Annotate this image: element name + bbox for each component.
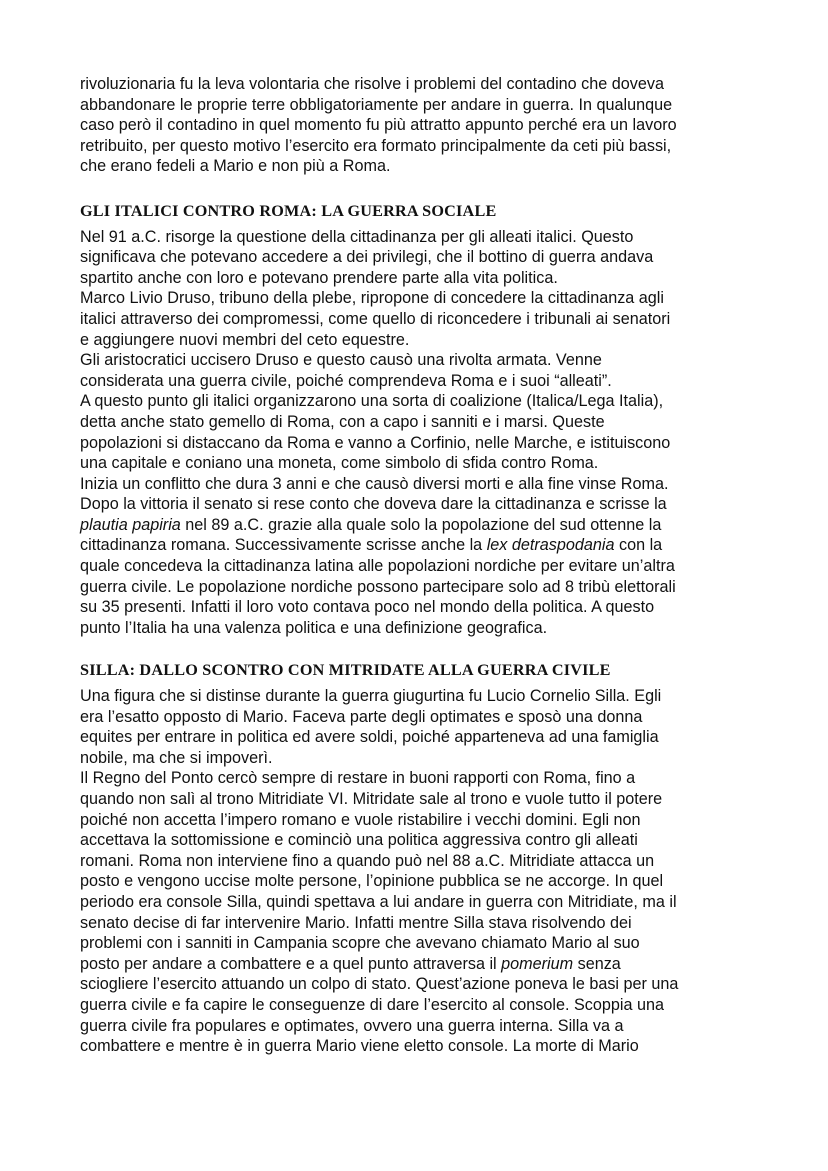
text-fragment: nel 89 a.C. grazie alla quale solo la popolazione del sud ottenne la xyxy=(180,515,662,534)
text-line: abbandonare le proprie terre obbligatoriamente per andare in guerra. In qualunque xyxy=(80,95,673,114)
text-line xyxy=(80,515,770,536)
text-line: guerra civile e fa capire le conseguenze di dare l’esercito al console. Scoppia una xyxy=(80,995,664,1014)
text-line: Nel 91 a.C. risorge la questione della cittadinanza per gli alleati italici. Questo xyxy=(80,227,634,246)
text-line xyxy=(80,954,770,975)
text-fragment: con la xyxy=(614,536,663,555)
text-line: una capitale e coniano una moneta, come simbolo di sfida contro Roma. xyxy=(80,454,599,473)
text-fragment: cittadinanza romana. Successivamente scrisse anche la xyxy=(80,536,487,555)
text-line: significava che potevano accedere a dei privilegi, che il bottino di guerra andava xyxy=(80,248,654,267)
text-fragment: posto per andare a combattere e a quel punto attraversa il xyxy=(80,954,502,973)
text-line: nobile, ma che si impoverì. xyxy=(80,748,273,767)
text-line: Una figura che si distinse durante la guerra giugurtina fu Lucio Cornelio Silla. Egli xyxy=(80,687,662,706)
text-line: popolazioni si distaccano da Roma e vanno a Corfinio, nelle Marche, e istituiscono xyxy=(80,433,671,452)
text-line: Dopo la vittoria il senato si rese conto che doveva dare la cittadinanza e scrisse la xyxy=(80,495,667,514)
text-line: Marco Livio Druso, tribuno della plebe, ripropone di concedere la cittadinanza agli xyxy=(80,289,664,308)
text-line: problemi con i sanniti in Campania scopre che avevano chiamato Mario al suo xyxy=(80,934,640,953)
text-line: Il Regno del Ponto cercò sempre di restare in buoni rapporti con Roma, fino a xyxy=(80,769,636,788)
text-fragment: senza xyxy=(573,954,621,973)
text-line: guerra civile fra populares e optimates, ovvero una guerra interna. Silla va a xyxy=(80,1016,624,1035)
text-line: rivoluzionaria fu la leva volontaria che risolve i problemi del contadino che doveva xyxy=(80,75,664,93)
text-line: e aggiungere nuovi membri del ceto equestre. xyxy=(80,330,410,349)
text-line: quale concedeva la cittadinanza latina alle popolazioni nordiche per evitare un’altra xyxy=(80,557,675,576)
text-line: periodo era console Silla, quindi spettava a lui andare in guerra con Mitridiate, ma il xyxy=(80,892,677,911)
italic-term-plautia-papiria: plautia papiria xyxy=(80,515,181,534)
section-body-guerra-sociale xyxy=(80,227,770,639)
text-line: combattere e mentre è in guerra Mario viene eletto console. La morte di Mario xyxy=(80,1037,639,1056)
text-line: retribuito, per questo motivo l’esercito era formato principalmente da ceti più bassi, xyxy=(80,136,672,155)
section-heading-silla: SILLA: DALLO SCONTRO CON MITRIDATE ALLA GUERRA CIVILE xyxy=(80,661,611,680)
text-line: sciogliere l’esercito attuando un colpo di stato. Quest’azione poneva le basi per una xyxy=(80,975,679,994)
text-line: Gli aristocratici uccisero Druso e questo causò una rivolta armata. Venne xyxy=(80,351,602,370)
document-page xyxy=(80,74,770,1057)
text-line: Inizia un conflitto che dura 3 anni e che causò diversi morti e alla fine vinse Roma. xyxy=(80,474,669,493)
section-body-silla xyxy=(80,686,770,1057)
text-line: che erano fedeli a Mario e non più a Roma. xyxy=(80,157,391,176)
text-line: italici attraverso dei compromessi, come quello di riconcedere i tribunali ai senatori xyxy=(80,309,671,328)
text-line: punto l’Italia ha una valenza politica e una definizione geografica. xyxy=(80,618,548,637)
text-line xyxy=(80,535,770,556)
text-line: spartito anche con loro e potevano prendere parte alla vita politica. xyxy=(80,268,558,287)
text-line: considerata una guerra civile, poiché comprendeva Roma e i suoi “alleati”. xyxy=(80,371,612,390)
text-line: posto e vengono uccise molte persone, l’opinione pubblica se ne accorge. In quel xyxy=(80,872,664,891)
text-line: guerra civile. Le popolazione nordiche possono partecipare solo ad 8 tribù elettorali xyxy=(80,577,676,596)
text-line: A questo punto gli italici organizzarono una sorta di coalizione (Italica/Lega Italia), xyxy=(80,392,664,411)
text-line: equites per entrare in politica ed avere soldi, poiché apparteneva ad una famiglia xyxy=(80,728,659,747)
text-line: romani. Roma non interviene fino a quando può nel 88 a.C. Mitridiate attacca un xyxy=(80,851,655,870)
text-line: senato decise di far intervenire Mario. Infatti mentre Silla stava risolvendo dei xyxy=(80,913,632,932)
text-line: poiché non accetta l’impero romano e vuole ristabilire i vecchi domini. Egli non xyxy=(80,810,641,829)
italic-term-pomerium: pomerium xyxy=(501,954,574,973)
text-line: era l’esatto opposto di Mario. Faceva parte degli optimates e sposò una donna xyxy=(80,707,643,726)
section-heading-guerra-sociale: GLI ITALICI CONTRO ROMA: LA GUERRA SOCIALE xyxy=(80,201,497,220)
italic-term-lex-detraspodania: lex detraspodania xyxy=(486,536,615,555)
text-line: detta anche stato gemello di Roma, con a capo i sanniti e i marsi. Queste xyxy=(80,412,605,431)
text-line: accettava la sottomissione e cominciò una politica aggressiva contro gli alleati xyxy=(80,831,638,850)
intro-paragraph xyxy=(80,74,770,177)
text-line: caso però il contadino in quel momento fu più attratto appunto perché era un lavoro xyxy=(80,116,677,135)
text-line: quando non salì al trono Mitridiate VI. Mitridate sale al trono e vuole tutto il potere xyxy=(80,790,663,808)
text-line: su 35 presenti. Infatti il loro voto contava poco nel mondo della politica. A questo xyxy=(80,598,655,617)
